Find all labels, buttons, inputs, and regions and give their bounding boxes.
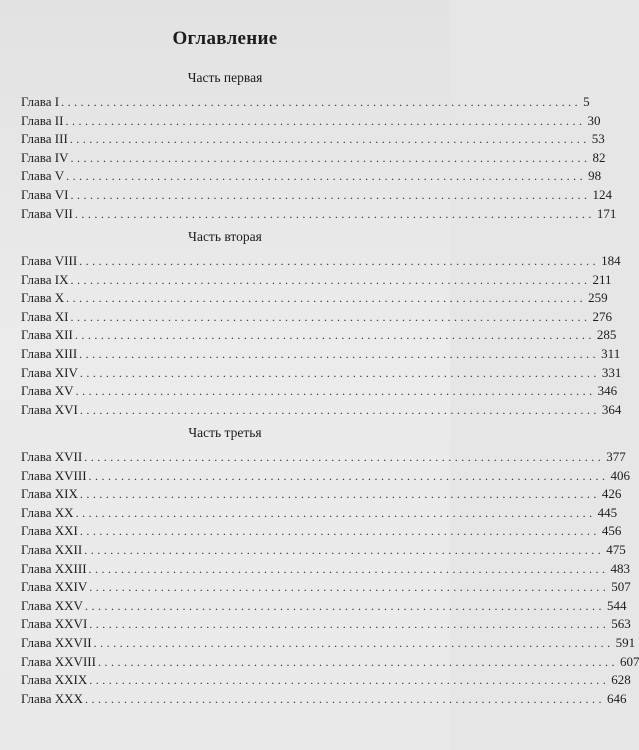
chapter-label: Глава XIII (21, 345, 78, 361)
chapter-label: Глава XXI (21, 523, 78, 539)
chapter-label: Глава XXIV (21, 579, 88, 595)
toc-entry (21, 186, 612, 205)
dot-leader: ................................................................................ (88, 468, 609, 483)
toc-entry (21, 345, 621, 364)
dot-leader: ................................................................................ (89, 617, 610, 632)
chapter-label: Глава XII (21, 327, 73, 343)
toc-entry (21, 578, 631, 597)
page-number: 507 (611, 579, 631, 595)
page-number: 445 (597, 504, 618, 520)
toc-entry (21, 130, 605, 149)
dot-leader: ................................................................................ (70, 272, 591, 287)
page-number: 607 (619, 653, 639, 669)
chapter-label: Глава VIII (21, 253, 78, 268)
page-number: 563 (611, 616, 631, 632)
chapter-list (21, 448, 639, 708)
page-number: 82 (592, 149, 606, 165)
chapter-label: Глава XXV (21, 597, 83, 613)
toc-entry (21, 326, 617, 345)
toc-entry (21, 205, 617, 224)
toc-entry (21, 653, 639, 672)
chapter-label: Глава IV (21, 149, 69, 165)
toc-entry (21, 522, 622, 541)
toc-entry (21, 149, 606, 168)
toc-entry (21, 401, 622, 420)
page-number: 346 (597, 383, 618, 399)
page-number: 5 (583, 94, 590, 109)
page-number: 544 (606, 597, 627, 613)
page-number: 483 (610, 560, 631, 576)
toc-entry (21, 167, 602, 186)
dot-leader: ................................................................................ (84, 450, 605, 464)
part-heading: Часть третья (188, 425, 262, 440)
dot-leader: ................................................................................ (70, 187, 591, 202)
chapter-label: Глава XIV (21, 364, 78, 380)
dot-leader: ................................................................................ (79, 254, 600, 268)
dot-leader: ................................................................................ (89, 673, 610, 688)
toc-entry (21, 93, 590, 112)
toc-entry (21, 467, 631, 486)
toc-entry (21, 308, 612, 327)
page-number: 591 (615, 634, 636, 650)
dot-leader: ................................................................................ (79, 402, 600, 417)
chapter-label: Глава XXVIII (21, 653, 96, 669)
chapter-label: Глава XV (21, 383, 74, 399)
chapter-list (21, 93, 617, 223)
dot-leader: ................................................................................ (74, 206, 595, 221)
chapter-label: Глава XI (21, 308, 69, 324)
page-number: 276 (592, 308, 612, 324)
dot-leader: ................................................................................ (65, 113, 586, 128)
chapter-label: Глава II (21, 112, 64, 128)
chapter-label: Глава XXVI (21, 616, 88, 632)
toc-entry (21, 634, 636, 653)
page-number: 628 (611, 672, 631, 688)
page-number: 53 (591, 131, 605, 147)
page-number: 211 (592, 271, 612, 287)
dot-leader: ................................................................................ (61, 95, 582, 109)
toc-entry (21, 112, 601, 131)
page-number: 124 (592, 186, 612, 202)
toc-entry (21, 504, 618, 523)
chapter-list (21, 252, 622, 419)
toc-entry (21, 289, 608, 308)
toc-entry (21, 597, 627, 616)
chapter-label: Глава XX (21, 504, 74, 520)
dot-leader: ................................................................................ (69, 132, 590, 147)
toc-entry (21, 382, 618, 401)
chapter-label: Глава XXVII (21, 634, 92, 650)
dot-leader: ................................................................................ (70, 309, 591, 324)
toc-entry (21, 364, 622, 383)
dot-leader: ................................................................................ (84, 598, 605, 613)
dot-leader: ................................................................................ (66, 169, 587, 184)
toc-entry (21, 541, 626, 560)
dot-leader: ................................................................................ (84, 691, 605, 706)
page-number: 285 (596, 327, 617, 343)
chapter-label: Глава V (21, 168, 65, 184)
toc-entry (21, 252, 621, 271)
chapter-label: Глава VII (21, 205, 73, 221)
toc-entry (21, 448, 626, 467)
chapter-label: Глава X (21, 290, 65, 306)
toc-entry (21, 615, 631, 634)
dot-leader: ................................................................................ (93, 635, 614, 650)
page-number: 646 (606, 690, 627, 706)
page-number: 331 (601, 364, 622, 380)
dot-leader: ................................................................................ (89, 580, 610, 595)
page-number: 259 (588, 290, 608, 306)
dot-leader: ................................................................................ (97, 654, 618, 669)
dot-leader: ................................................................................ (88, 561, 609, 576)
contents-title: Оглавление (172, 28, 278, 49)
part-heading: Часть первая (187, 70, 263, 85)
dot-leader: ................................................................................ (70, 150, 591, 165)
chapter-label: Глава I (21, 94, 60, 109)
chapter-label: Глава XXIX (21, 672, 88, 688)
chapter-label: Глава III (21, 131, 68, 147)
chapter-label: Глава IX (21, 271, 69, 287)
dot-leader: ................................................................................ (79, 487, 600, 502)
dot-leader: ................................................................................ (79, 346, 600, 361)
page-number: 475 (606, 541, 626, 557)
page-number: 426 (601, 486, 622, 502)
dot-leader: ................................................................................ (74, 328, 595, 343)
page-number: 98 (588, 168, 602, 184)
page-number: 30 (587, 112, 601, 128)
chapter-label: Глава XVII (21, 449, 83, 464)
chapter-label: Глава XVIII (21, 467, 87, 483)
chapter-label: Глава XVI (21, 401, 78, 417)
dot-leader: ................................................................................ (75, 505, 596, 520)
dot-leader: ................................................................................ (84, 542, 605, 557)
dot-leader: ................................................................................ (66, 291, 587, 306)
dot-leader: ................................................................................ (75, 384, 596, 399)
toc-entry (21, 560, 631, 579)
dot-leader: ................................................................................ (79, 365, 600, 380)
chapter-label: Глава VI (21, 186, 69, 202)
page-number: 171 (596, 205, 617, 221)
dot-leader: ................................................................................ (79, 524, 600, 539)
page-number: 377 (606, 449, 626, 464)
page-number: 311 (601, 345, 621, 361)
page-number: 456 (601, 523, 622, 539)
part-heading: Часть вторая (188, 229, 262, 244)
toc-entry (21, 690, 627, 709)
chapter-label: Глава XIX (21, 486, 78, 502)
toc-entry (21, 271, 612, 290)
page-number: 406 (610, 467, 631, 483)
toc-entry (21, 671, 631, 690)
page-number: 364 (601, 401, 622, 417)
chapter-label: Глава XXII (21, 541, 83, 557)
chapter-label: Глава XXIII (21, 560, 87, 576)
page-number: 184 (601, 253, 621, 268)
toc-entry (21, 485, 622, 504)
chapter-label: Глава XXX (21, 690, 83, 706)
